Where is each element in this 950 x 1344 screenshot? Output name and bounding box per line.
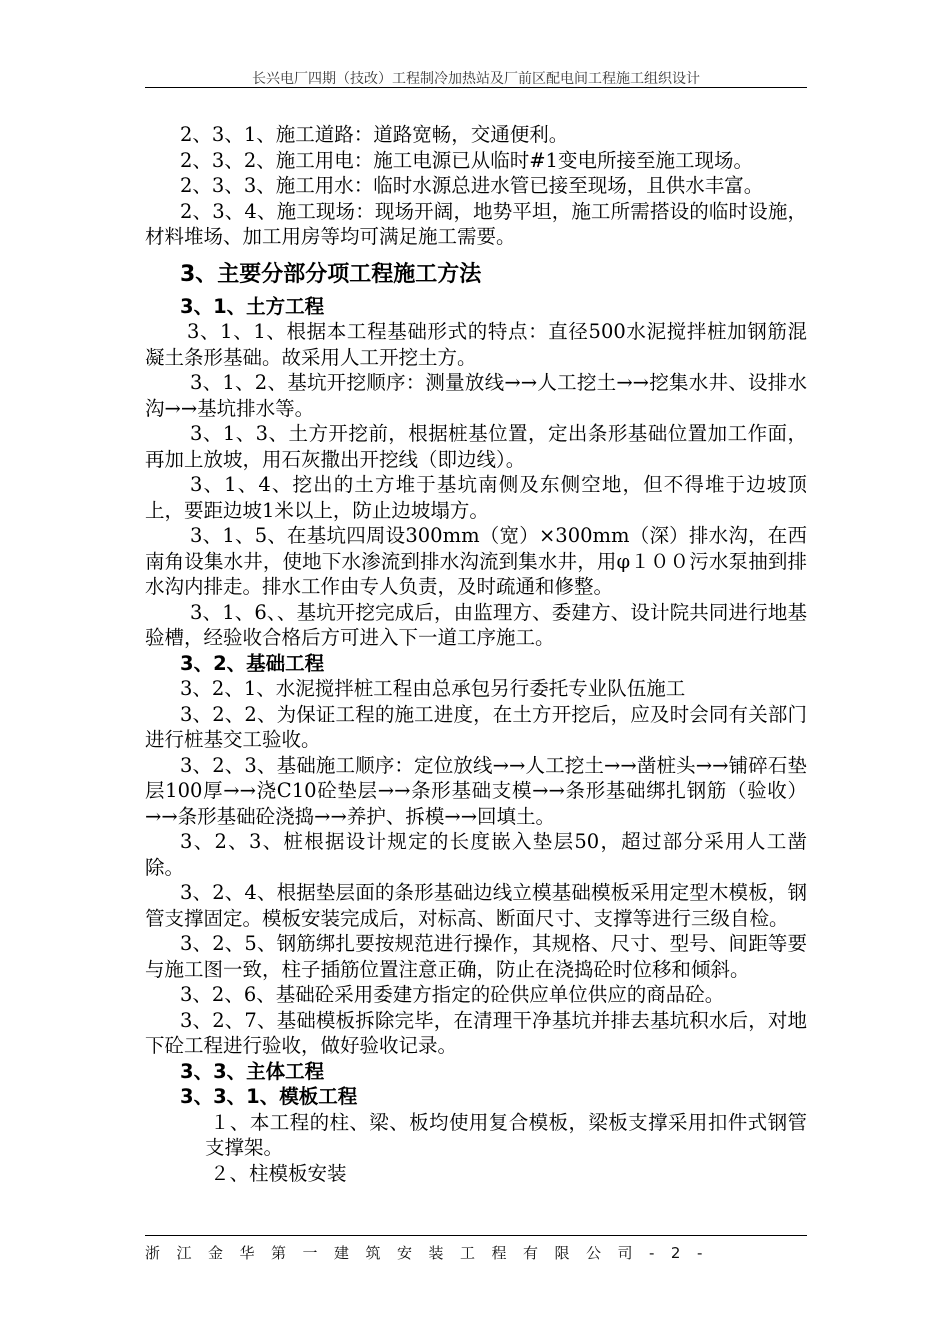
list-item: ２、柱模板安装	[210, 1161, 347, 1185]
paragraph: 2、3、3、施工用水：临时水源总进水管已接至现场，且供水丰富。	[180, 174, 764, 197]
paragraph: 3、1、6、、基坑开挖完成后，由监理方、委建方、设计院共同进行地基验槽，经验收合格后方可进入下一道工序施工。	[145, 600, 807, 649]
paragraph: 3、2、3、桩根据设计规定的长度嵌入垫层50，超过部分采用人工凿除。	[145, 830, 807, 879]
subsection-heading: 3、3、主体工程	[180, 1059, 325, 1083]
paragraph: 3、2、5、钢筋绑扎要按规范进行操作，其规格、尺寸、型号、间距等要与施工图一致，柱子插筋位置注意正确，防止在浇捣砼时位移和倾斜。	[145, 932, 807, 981]
paragraph: 3、2、4、根据垫层面的条形基础边线立模基础模板采用定型木模板，钢管支撑固定。模板安装完成后，对标高、断面尺寸、支撑等进行三级自检。	[145, 881, 807, 930]
paragraph: 3、1、3、土方开挖前，根据桩基位置，定出条形基础位置加工作面，再加上放坡，用石灰撒出开挖线（即边线）。	[145, 422, 807, 471]
paragraph: 3、2、7、基础模板拆除完毕，在清理干净基坑并排去基坑积水后，对地下砼工程进行验收，做好验收记录。	[145, 1008, 807, 1057]
page-header: 长兴电厂四期（技改）工程制冷加热站及厂前区配电间工程施工组织设计	[252, 71, 700, 87]
subsection-heading: 3、3、1、模板工程	[180, 1085, 358, 1108]
subsection-heading: 3、2、基础工程	[180, 651, 325, 675]
paragraph: 3、2、2、为保证工程的施工进度，在土方开挖后，应及时会同有关部门进行桩基交工验收。	[145, 702, 807, 751]
subsection-heading: 3、1、土方工程	[180, 294, 325, 318]
paragraph: 3、1、4、挖出的土方堆于基坑南侧及东侧空地，但不得堆于边坡顶上，要距边坡1米以上，防止边坡塌方。	[145, 473, 807, 522]
footer-divider	[145, 1235, 807, 1236]
paragraph: 2、3、4、施工现场：现场开阔，地势平坦，施工所需搭设的临时设施，材料堆场、加工用房等均可满足施工需要。	[145, 199, 807, 248]
list-item: １、本工程的柱、梁、板均使用复合模板，梁板支撑采用扣件式钢管支撑架。	[205, 1110, 807, 1159]
paragraph: 3、2、3、基础施工顺序：定位放线→→人工挖土→→凿桩头→→铺碎石垫层100厚→→浇C10砼垫层→→条形基础支模→→条形基础绑扎钢筋（验收）→→条形基础砼浇捣→→养护、拆模→→回填土。	[145, 753, 807, 828]
paragraph: 3、1、5、在基坑四周设300mm（宽）×300mm（深）排水沟，在西南角设集水井，使地下水渗流到排水沟流到集水井，用φ１００污水泵抽到排水沟内排走。排水工作由专人负责，及时疏通和修整。	[145, 524, 807, 598]
paragraph: 2、3、1、施工道路：道路宽畅，交通便利。	[180, 123, 569, 146]
document-body	[145, 122, 807, 1186]
paragraph: 3、1、1、根据本工程基础形式的特点：直径500水泥搅拌桩加钢筋混凝土条形基础。故采用人工开挖土方。	[145, 320, 807, 369]
paragraph: 3、2、6、基础砼采用委建方指定的砼供应单位供应的商品砼。	[180, 983, 725, 1006]
page-number: -2-	[649, 1244, 719, 1262]
paragraph: 2、3、2、施工用电：施工电源已从临时#1变电所接至施工现场。	[180, 148, 753, 172]
paragraph: 3、1、2、基坑开挖顺序：测量放线→→人工挖土→→挖集水井、设排水沟→→基坑排水等。	[145, 371, 807, 420]
section-heading: 3、主要分部分项工程施工方法	[180, 261, 482, 287]
header-divider	[145, 87, 807, 88]
paragraph: 3、2、1、水泥搅拌桩工程由总承包另行委托专业队伍施工	[180, 677, 686, 700]
footer-company: 浙江金华第一建筑安装工程有限公司	[145, 1244, 650, 1262]
page-footer	[145, 1242, 807, 1263]
